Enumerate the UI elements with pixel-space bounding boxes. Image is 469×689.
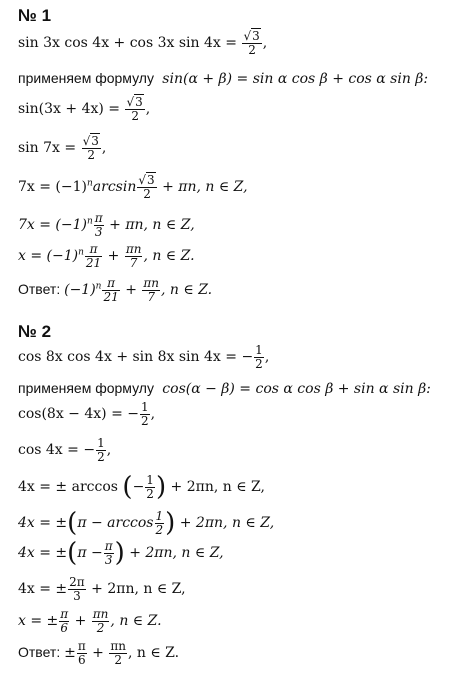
- fraction: $\frac{\pi n}{7}$: [125, 242, 142, 270]
- formula: cos(α − β) = cos α cos β + sin α sin β:: [162, 381, 431, 397]
- p1-eq-left: sin 3x cos 4x + cos 3x sin 4x =: [18, 35, 242, 52]
- fraction: $\frac{1}{2}$: [255, 343, 263, 371]
- p2-line-3: cos(8x − 4x) = − $\frac{1}{2}$ ,: [18, 400, 156, 428]
- fraction: $\frac{√3}{2}$: [126, 95, 143, 123]
- fraction: $\frac{\pi}{21}$: [103, 276, 119, 304]
- formula: sin(α + β) = sin α cos β + cos α sin β:: [162, 71, 429, 87]
- p1-line-5: $7x = (-1)^n\arcsin$ $\frac{√3}{2}$ + πn, n ∈ Z,: [18, 173, 248, 201]
- p2-answer: Ответ: ± $\frac{\pi}{6}$ + $\frac{\pi n}{2}$ , n ∈ Z.: [18, 639, 180, 667]
- p2-equation: cos 8x cos 4x + sin 8x sin 4x = − $\frac{1}{2}$ ,: [18, 343, 270, 371]
- p2-line-8: 4x = ± $\frac{2\pi}{3}$ + 2πn, n ∈ Z,: [18, 575, 186, 603]
- fraction: $\frac{\pi}{21}$: [85, 242, 102, 270]
- fraction: $\frac{√3}{2}$: [82, 134, 99, 162]
- fraction: $\frac{\pi n}{2}$: [110, 639, 126, 667]
- fraction: $\frac{1}{2}$: [146, 473, 154, 501]
- fraction: $\frac{1}{2}$: [140, 400, 149, 428]
- fraction: $\frac{\pi n}{2}$: [92, 607, 109, 635]
- fraction: $\frac{2\pi}{3}$: [69, 575, 85, 603]
- p2-line-6: 4x = ±(π − arccos $\frac{1}{2}$ ) + 2πn, n ∈ Z,: [18, 508, 275, 539]
- p1-answer: Ответ: $(-1)^n$ $\frac{\pi}{21}$ + $\frac{\pi n}{7}$ , n ∈ Z.: [18, 276, 213, 304]
- p1-line-4: sin 7x = $\frac{√3}{2}$ ,: [18, 134, 107, 162]
- formula-label: применяем формулу: [18, 70, 158, 86]
- formula-label: применяем формулу: [18, 380, 158, 396]
- p1-line-6: $7x = (-1)^n$ $\frac{\pi}{3}$ + πn, n ∈ Z,: [18, 211, 195, 239]
- p1-formula-line: [18, 70, 428, 87]
- fraction: $\frac{\pi}{3}$: [104, 539, 113, 567]
- problem-2-title: № 2: [18, 322, 52, 341]
- fraction: $\frac{\pi}{3}$: [94, 211, 103, 239]
- p2-line-4: cos 4x = − $\frac{1}{2}$ ,: [18, 436, 112, 464]
- fraction: $\frac{1}{2}$: [97, 436, 105, 464]
- p1-line-3: sin(3x + 4x) = $\frac{√3}{2}$ ,: [18, 95, 151, 123]
- p1-equation: sin 3x cos 4x + cos 3x sin 4x = $\frac{√3}{2}$ ,: [18, 29, 268, 57]
- fraction: $\frac{\pi}{6}$: [60, 607, 69, 635]
- p2-formula-line: [18, 380, 431, 397]
- p2-line-7: 4x = ±(π − $\frac{\pi}{3}$ ) + 2πn, n ∈ Z,: [18, 538, 224, 569]
- problem-1-title: № 1: [18, 6, 52, 25]
- fraction: $\frac{1}{2}$: [155, 509, 164, 537]
- p2-line-5: 4x = ± arccos (− $\frac{1}{2}$ ) + 2πn, n ∈ Z,: [18, 472, 265, 503]
- fraction: $\frac{\pi n}{7}$: [143, 276, 160, 304]
- fraction: $\frac{√3}{2}$: [243, 29, 260, 57]
- answer-label: Ответ:: [18, 644, 65, 661]
- fraction: $\frac{\pi}{6}$: [77, 639, 86, 667]
- p2-line-9: x = ± $\frac{\pi}{6}$ + $\frac{\pi n}{2}$ , n ∈ Z.: [18, 607, 162, 635]
- fraction: $\frac{√3}{2}$: [138, 173, 155, 201]
- p1-line-7: $x = (-1)^n$ $\frac{\pi}{21}$ + $\frac{\pi n}{7}$ , n ∈ Z.: [18, 242, 195, 270]
- answer-label: Ответ:: [18, 281, 65, 298]
